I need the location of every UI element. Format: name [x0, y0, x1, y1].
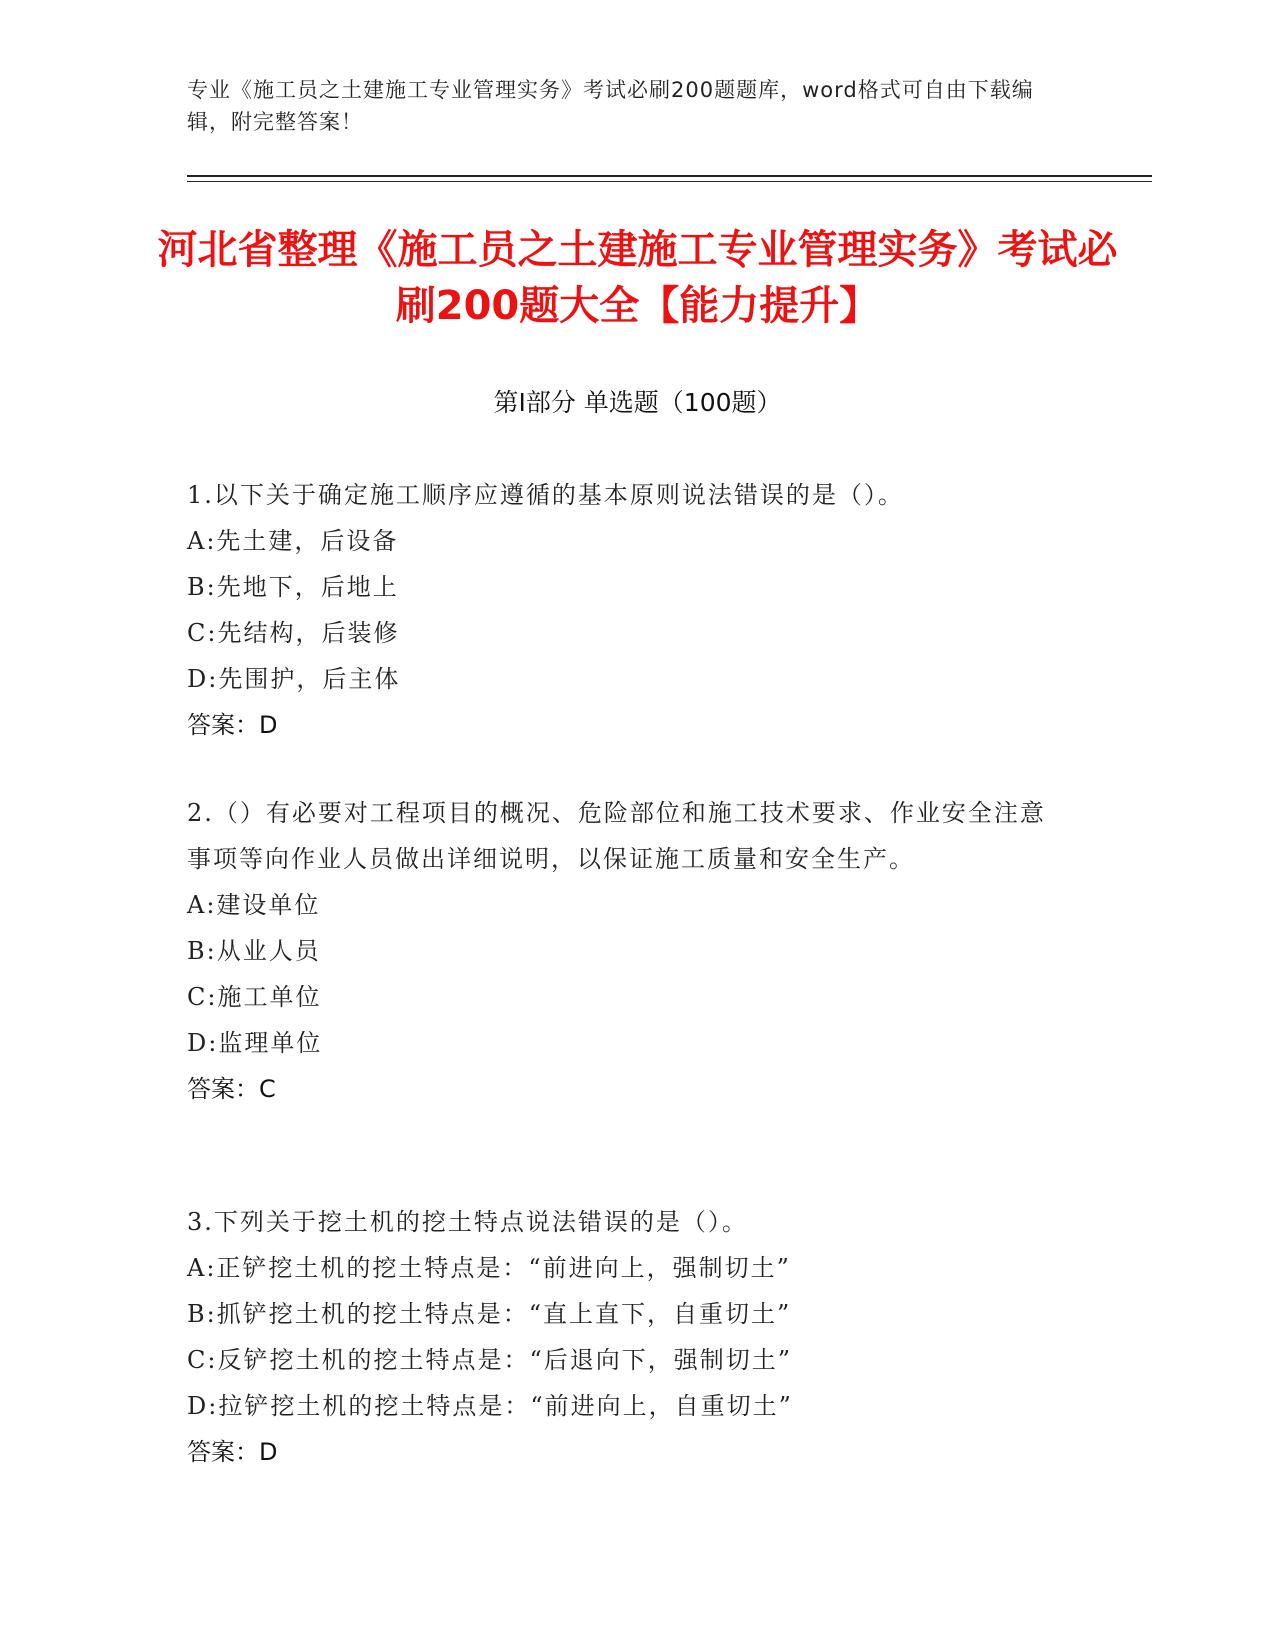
answer: 答案：D: [187, 1438, 278, 1466]
option-c: C:先结构，后装修: [187, 619, 400, 647]
option-d: D:监理单位: [187, 1029, 323, 1057]
document-title: 河北省整理《施工员之土建施工专业管理实务》考试必刷200题大全【能力提升】: [157, 227, 1118, 329]
option-c: C:施工单位: [187, 983, 322, 1011]
option-b: B:抓铲挖土机的挖土特点是：“直上直下，自重切土”: [187, 1300, 792, 1328]
header-note: 专业《施工员之土建施工专业管理实务》考试必刷200题题库，word格式可自由下载编辑，附完整答案！: [187, 78, 1034, 134]
option-b: B:先地下，后地上: [187, 573, 399, 601]
answer: 答案：D: [187, 711, 278, 739]
option-a: A:正铲挖土机的挖土特点是：“前进向上，强制切土”: [187, 1254, 791, 1282]
option-d: D:拉铲挖土机的挖土特点是：“前进向上，自重切土”: [187, 1392, 793, 1420]
option-b: B:从业人员: [187, 937, 321, 965]
answer: 答案：C: [187, 1075, 276, 1103]
option-a: A:建设单位: [187, 891, 321, 919]
question-3: [187, 1199, 1067, 1475]
question-stem: 2.（）有必要对工程项目的概况、危险部位和施工技术要求、作业安全注意事项等向作业人员做出详细说明，以保证施工质量和安全生产。: [187, 799, 1046, 873]
section-heading: 第I部分 单选题（100题）: [493, 388, 782, 417]
question-stem: 3.下列关于挖土机的挖土特点说法错误的是（）。: [187, 1208, 748, 1236]
option-d: D:先围护，后主体: [187, 665, 401, 693]
header-divider-thin: [187, 181, 1152, 182]
question-stem: 1.以下关于确定施工顺序应遵循的基本原则说法错误的是（）。: [187, 481, 904, 509]
question-2: [187, 790, 1067, 1112]
question-1: [187, 472, 1067, 748]
header-divider-thick: [187, 175, 1152, 177]
option-a: A:先土建，后设备: [187, 527, 399, 555]
option-c: C:反铲挖土机的挖土特点是：“后退向下，强制切土”: [187, 1346, 792, 1374]
